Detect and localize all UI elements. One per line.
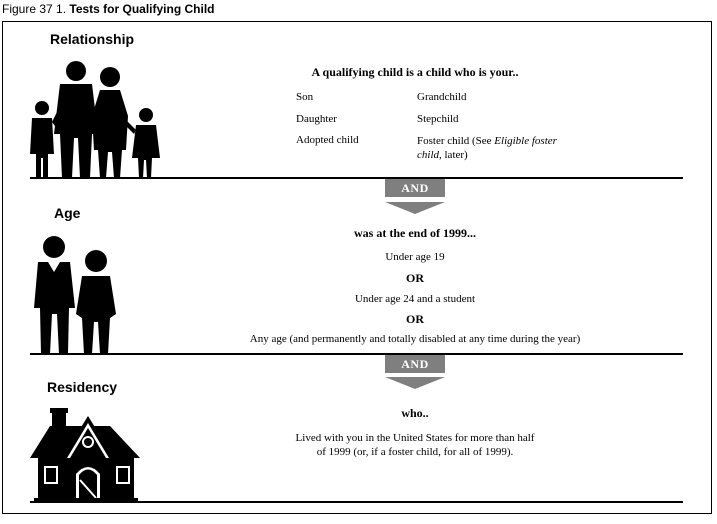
foster-link-text-2: child (417, 149, 439, 161)
relationship-item-foster (417, 134, 557, 162)
house-icon (30, 408, 142, 502)
residency-line-2: of 1999 (or, if a foster child, for all of 1999). (316, 446, 514, 458)
age-title: Age (54, 205, 81, 221)
and-connector-1: AND (385, 179, 445, 197)
figure-title: Tests for Qualifying Child (69, 2, 215, 16)
foster-link-text-1: Eligible foster (494, 135, 557, 147)
family-icon (28, 60, 163, 179)
age-or-1: OR (406, 271, 424, 285)
down-arrow-icon (385, 202, 445, 214)
foster-suffix: , later) (439, 149, 468, 161)
age-or-2: OR (406, 312, 424, 326)
relationship-heading: A qualifying child is a child who is your.. (311, 65, 519, 79)
relationship-item-stepchild: Stepchild (417, 113, 459, 125)
down-arrow-icon (385, 377, 445, 389)
relationship-item-adopted: Adopted child (296, 134, 359, 146)
and-connector-2: AND (385, 355, 445, 373)
figure-number: Figure 37 1. (2, 2, 70, 16)
figure-caption (2, 2, 215, 16)
age-option-disabled: Any age (and permanently and totally disabled at any time during the year) (249, 333, 581, 345)
age-heading: was at the end of 1999... (354, 226, 476, 240)
children-icon (30, 234, 125, 354)
relationship-item-grandchild: Grandchild (417, 91, 467, 103)
relationship-title: Relationship (50, 31, 135, 47)
residency-heading: who.. (401, 406, 429, 420)
residency-line-1: Lived with you in the United States for more than half (295, 432, 535, 444)
relationship-item-son: Son (296, 91, 314, 103)
residency-title: Residency (47, 379, 118, 395)
age-option-student: Under age 24 and a student (354, 293, 476, 305)
age-option-under-19: Under age 19 (385, 251, 445, 263)
section-divider-2 (30, 353, 683, 355)
relationship-item-daughter: Daughter (296, 113, 337, 125)
foster-prefix: Foster child (See (417, 135, 495, 147)
